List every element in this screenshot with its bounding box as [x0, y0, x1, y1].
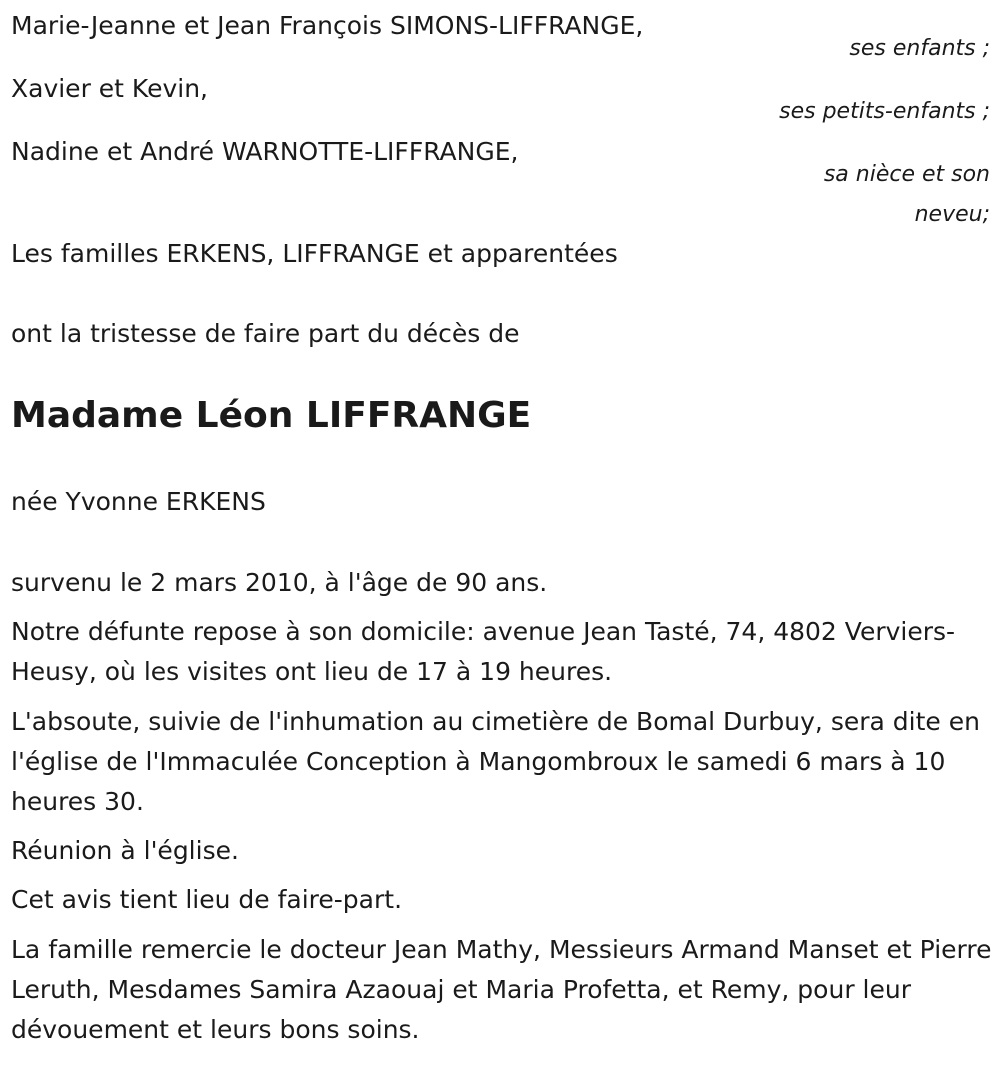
announcement-intro: ont la tristesse de faire part du décès de [11, 319, 520, 348]
related-families: Les familles ERKENS, LIFFRANGE et apparentées [11, 239, 618, 268]
thanks-info: La famille remercie le docteur Jean Mathy, Messieurs Armand Manset et Pierre Leruth, Mesdames Samira Azaouaj et Maria Profetta, et Remy, pour leur dévouement et leurs bons soins. [11, 935, 992, 1044]
niece-nephew-names: Nadine et André WARNOTTE-LIFFRANGE, [11, 137, 519, 166]
niece-nephew-role-line2: neveu; [914, 202, 990, 227]
death-info: survenu le 2 mars 2010, à l'âge de 90 ans. [11, 568, 548, 597]
notice-info: Cet avis tient lieu de faire-part. [11, 885, 403, 914]
visitation-info: Notre défunte repose à son domicile: avenue Jean Tasté, 74, 4802 Verviers-Heusy, où les visites ont lieu de 17 à 19 heures. [11, 617, 956, 686]
ceremony-info: L'absoute, suivie de l'inhumation au cimetière de Bomal Durbuy, sera dite en l'église de l'Immaculée Conception à Mangombroux le samedi 6 mars à 10 heures 30. [11, 707, 980, 816]
meeting-info: Réunion à l'église. [11, 836, 239, 865]
deceased-name: Madame Léon LIFFRANGE [11, 395, 532, 436]
grandchildren-names: Xavier et Kevin, [11, 74, 208, 103]
children-names: Marie-Jeanne et Jean François SIMONS-LIFFRANGE, [11, 11, 644, 40]
grandchildren-role: ses petits-enfants ; [779, 99, 990, 124]
niece-nephew-role-line1: sa nièce et son [823, 162, 990, 187]
maiden-name: née Yvonne ERKENS [11, 487, 266, 516]
children-role: ses enfants ; [849, 36, 990, 61]
